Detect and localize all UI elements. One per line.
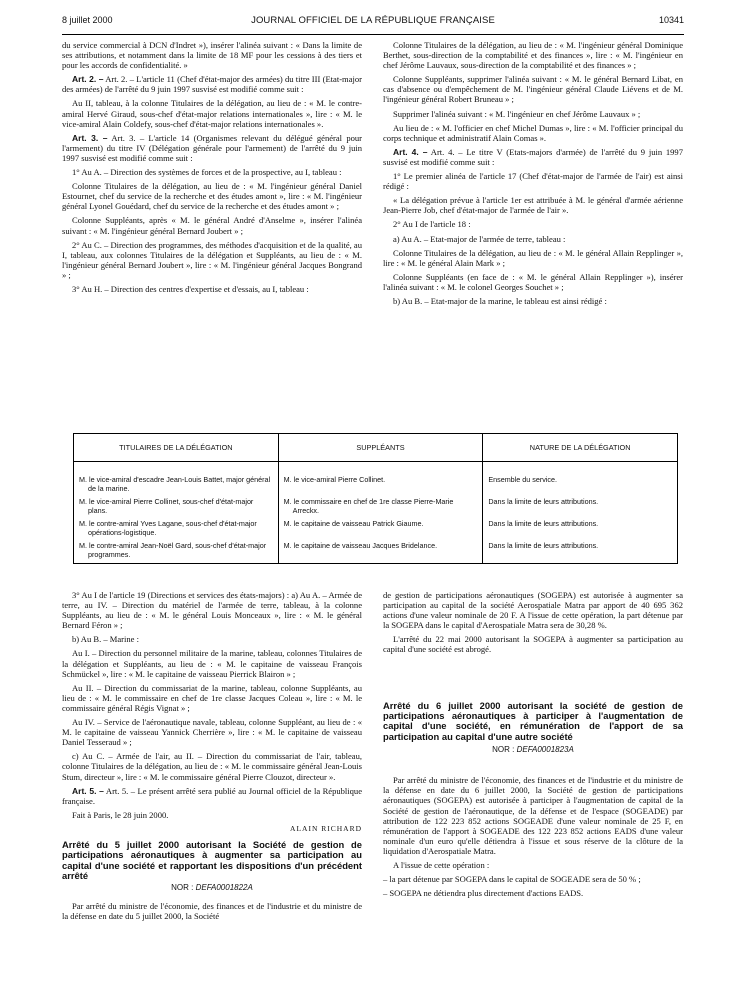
paragraph-text: Art. 2. – L'article 11 (Chef d'état-major des armées) du titre III (Etat-major des armées) de l'arrêté du 9 juin 1997 susvisé est modifié comme suit : — [62, 74, 362, 95]
paragraph: « La délégation prévue à l'article 1er est attribuée à M. le général d'armée aérienne Jean-Pierre Job, chef d'état-major de l'armée de l'air ». — [383, 195, 683, 216]
decree-title: Arrêté du 6 juillet 2000 autorisant la société de gestion de participations aéronautiques à participer à l'augmentation de capital d'une société, en rémunération de l'apport de sa participation au capital d'une autre société — [383, 699, 683, 742]
nor-reference — [62, 883, 362, 893]
paragraph: 3° Au I de l'article 19 (Directions et services des états-majors) : a) Au A. – Armée de terre, au IV. – Direction du matériel de l'armée de terre, tableau, à la colonne Suppléants, au lieu de : « M. le général Louis Monceaux », lire : « M. le général Bernard Féron » ; — [62, 590, 362, 631]
article-3: Art. 3. – Art. 3. – L'article 14 (Organismes relevant du délégué général pour l'armement) du titre IV (Délégation générale pour l'armement) de l'arrêté du 9 juin 1997 susvisé est modifié comme suit : — [62, 132, 363, 163]
paragraph: Colonne Suppléants, supprimer l'alinéa suivant : « M. le général Bernard Libat, en cas d'absence ou d'empêchement de M. l'ingénieur général Claude Liévens et de M. l'ingénieur général Robert Bruneau » ; — [383, 74, 683, 105]
paragraph: Au II. – Direction du commissariat de la marine, tableau, colonne Suppléants, au lieu de : « M. le commissaire en chef de 1re classe Jacques Coleau », lire : « M. le commissaire général Régis Vignat » ; — [62, 682, 362, 713]
page-header — [62, 12, 684, 28]
table-row — [74, 539, 678, 564]
paragraph: de gestion de participations aéronautiques (SOGEPA) est autorisée à augmenter sa participation au capital de la société Aerospatiale Matra par apport de 40 695 362 actions d'une valeur nominale de 20 F. A l'issue de cette opération, la part détenue par la SOGEPA dans le capital d'Aerospatiale Matra sera de 30,28 %. — [383, 590, 683, 631]
paragraph: Colonne Suppléants, après « M. le général André d'Anselme », insérer l'alinéa suivant : « M. l'ingénieur général Bernard Joubert » ; — [62, 215, 362, 236]
right-column-top — [383, 40, 683, 310]
table-cell: M. le capitaine de vaisseau Patrick Giaume. — [278, 517, 483, 539]
header-date: 8 juillet 2000 — [62, 15, 113, 25]
paragraph: Au II, tableau, à la colonne Titulaires de la délégation, au lieu de : « M. le contre-amiral Hervé Giraud, sous-chef d'état-major relations internationales », lire : « M. le vice-amiral Alain Coldefy, sous-chef d'état-major relations internationales ». — [62, 98, 362, 129]
article-5: Art. 5. – Art. 5. – Le présent arrêté sera publié au Journal officiel de la République française. — [62, 785, 362, 806]
left-column-bottom — [62, 590, 362, 925]
paragraph: a) Au A. – Etat-major de l'armée de terre, tableau : — [393, 233, 566, 244]
table-cell: M. le capitaine de vaisseau Jacques Bridelance. — [278, 539, 483, 564]
paragraph: Au lieu de : « M. l'officier en chef Michel Dumas », lire : « M. l'officier principal du corps technique et administratif Alain Comas ». — [383, 122, 683, 143]
nor-reference — [383, 745, 683, 755]
header-page-number: 10341 — [658, 15, 684, 25]
table-row — [74, 517, 678, 539]
delegation-table — [73, 433, 678, 564]
paragraph: Colonne Suppléants (en face de : « M. le général Allain Repplinger »), insérer l'alinéa suivant : « M. le colonel Georges Souchet » ; — [383, 271, 683, 292]
column-header: TITULAIRES DE LA DÉLÉGATION — [74, 434, 279, 462]
paragraph: Par arrêté du ministre de l'économie, des finances et de l'industrie et du ministre de la défense en date du 5 juillet 2000, la Société — [62, 900, 362, 921]
nor-code: DEFA0001822A — [195, 882, 253, 892]
header-journal-title: JOURNAL OFFICIEL DE LA RÉPUBLIQUE FRANÇAISE — [251, 15, 495, 26]
table-header-row — [74, 434, 678, 462]
column-header: SUPPLÉANTS — [278, 434, 483, 462]
decree-title: Arrêté du 5 juillet 2000 autorisant la Société de gestion de participations aéronautiques à augmenter sa participation au capital d'une société et rapportant les dispositions d'un précédent arrêté — [62, 838, 362, 882]
table-cell: M. le contre-amiral Jean-Noël Gard, sous-chef d'état-major programmes. — [74, 539, 279, 564]
list-item: – la part détenue par SOGEPA dans le capital de SOGEADE sera de 50 % ; — [383, 874, 641, 885]
paragraph: b) Au B. – Marine : — [72, 634, 139, 645]
table-cell: Dans la limite de leurs attributions. — [483, 539, 678, 564]
table-cell: M. le contre-amiral Yves Lagane, sous-chef d'état-major opérations-logistique. — [74, 517, 279, 539]
paragraph: Par arrêté du ministre de l'économie, des finances et de l'industrie et du ministre de la défense en date du 6 juillet 2000, la Société de gestion de participations aéronautiques (SOGEPA) est autorisée à participer à l'augmentation de capital de la Société de gestion de l'aéronautique, de la défense et de l'espace (SOGEADE) par attribution de 122 223 852 actions SOGEADE d'une valeur nominale de 25 F, en rémunération de l'apport à SOGEADE des 122 223 852 actions EADS d'une valeur nominale d'un euro qu'elle détiendra à l'issue et sous réserve de la clôture de la liquidation d'Aerospatiale Matra. — [383, 775, 683, 856]
paragraph: du service commercial à DCN d'Indret »), insérer l'alinéa suivant : « Dans la limite de ses attributions, et notamment dans la limite de 18 MF pour les cessions à des tiers et pour les accords de confidentialité. » — [62, 40, 362, 71]
paragraph: Supprimer l'alinéa suivant : « M. l'ingénieur en chef Jérôme Lauvaux » ; — [393, 108, 641, 119]
table-cell: M. le vice-amiral Pierre Collinet. — [278, 462, 483, 496]
table-cell: M. le vice-amiral d'escadre Jean-Louis Battet, major général de la marine. — [74, 462, 279, 496]
paragraph: Colonne Titulaires de la délégation, au lieu de : « M. l'ingénieur général Daniel Estournet, chef du service de la recherche et des études amont », lire : « M. l'ingénieur général Lyonel Gouédard, chef du service de la recherche et des études amont » ; — [62, 181, 362, 212]
signature: ALAIN RICHARD — [290, 823, 362, 833]
table-row — [74, 495, 678, 517]
list-item: – SOGEPA ne détiendra plus directement d'actions EADS. — [383, 888, 584, 899]
table-cell: Dans la limite de leurs attributions. — [483, 495, 678, 517]
paragraph-text: Art. 3. – L'article 14 (Organismes relevant du délégué général pour l'armement) du titre IV (Délégation générale pour l'armement) de l'arrêté du 9 juin 1997 susvisé est modifié comme suit : — [62, 132, 363, 163]
right-column-bottom — [383, 590, 683, 902]
table-cell: M. le vice-amiral Pierre Collinet, sous-chef d'état-major plans. — [74, 495, 279, 517]
paragraph-text: Art. 5. – Le présent arrêté sera publié au Journal officiel de la République française. — [62, 785, 362, 806]
left-column-top — [62, 40, 362, 298]
paragraph: Fait à Paris, le 28 juin 2000. — [72, 809, 169, 820]
table-cell: Ensemble du service. — [483, 462, 678, 496]
paragraph: c) Au C. – Armée de l'air, au II. – Direction du commissariat de l'air, tableau, colonne Titulaires de la délégation, au lieu de : « M. le commissaire général Jean-Louis Stum, directeur », lire : « M. le commissaire général Pierre Clouzot, directeur ». — [62, 751, 362, 782]
paragraph: Colonne Titulaires de la délégation, au lieu de : « M. le général Allain Repplinger », lire : « M. le général Alain Mark » ; — [383, 247, 683, 268]
nor-code: DEFA0001823A — [516, 745, 574, 755]
table-row — [74, 462, 678, 496]
paragraph: b) Au B. – Etat-major de la marine, le tableau est ainsi rédigé : — [393, 295, 607, 306]
nor-label: NOR : — [171, 882, 196, 892]
table-cell: M. le commissaire en chef de 1re classe Pierre-Marie Arreckx. — [278, 495, 483, 517]
table-cell: Dans la limite de leurs attributions. — [483, 517, 678, 539]
article-2: Art. 2. – Art. 2. – L'article 11 (Chef d'état-major des armées) du titre III (Etat-major des armées) de l'arrêté du 9 juin 1997 susvisé est modifié comme suit : — [62, 74, 362, 95]
article-4: Art. 4. – Art. 4. – Le titre V (Etats-majors d'armée) de l'arrêté du 9 juin 1997 susvisé est modifié comme suit : — [383, 146, 683, 167]
paragraph: Colonne Titulaires de la délégation, au lieu de : « M. l'ingénieur général Dominique Berthet, sous-direction de la comptabilité et des finances », lire : « M. l'ingénieur en chef Jérôme Lauvaux, sous-direction de la comptabilité et des finances » ; — [383, 40, 683, 71]
paragraph: A l'issue de cette opération : — [393, 860, 490, 871]
paragraph: Au IV. – Service de l'aéronautique navale, tableau, colonne Suppléant, au lieu de : « M. le capitaine de vaisseau Yannick Cherrière », lire : « M. le capitaine de vaisseau Daniel Tesseraud » ; — [62, 717, 362, 748]
paragraph: 2° Au C. – Direction des programmes, des méthodes d'acquisition et de la qualité, au I, tableau, aux colonnes Titulaires de la délégation et Suppléants, au lieu de : « M. l'ingénieur général Bernard Joubert », lire : « M. l'ingénieur général Jacques Bongrand » ; — [62, 239, 362, 280]
paragraph: 3° Au H. – Direction des centres d'expertise et d'essais, au I, tableau : — [72, 283, 309, 294]
column-header: NATURE DE LA DÉLÉGATION — [483, 434, 678, 462]
header-rule — [62, 34, 684, 35]
paragraph: 1° Le premier alinéa de l'article 17 (Chef d'état-major de l'armée de l'air) est ainsi rédigé : — [383, 171, 683, 192]
paragraph: L'arrêté du 22 mai 2000 autorisant la SOGEPA à augmenter sa participation au capital d'une société est abrogé. — [383, 634, 683, 655]
paragraph-text: Art. 4. – Le titre V (Etats-majors d'armée) de l'arrêté du 9 juin 1997 susvisé est modifié comme suit : — [383, 146, 683, 167]
paragraph: 1° Au A. – Direction des systèmes de forces et de la prospective, au I, tableau : — [72, 167, 342, 178]
paragraph: Au I. – Direction du personnel militaire de la marine, tableau, colonnes Titulaires de la délégation et Suppléants, au lieu de : « M. le capitaine de vaisseau François Schmückel », lire : « M. le capitaine de vaisseau Pierrick Blairon » ; — [62, 648, 362, 679]
paragraph: 2° Au I de l'article 18 : — [393, 219, 471, 230]
nor-label: NOR : — [492, 745, 517, 755]
